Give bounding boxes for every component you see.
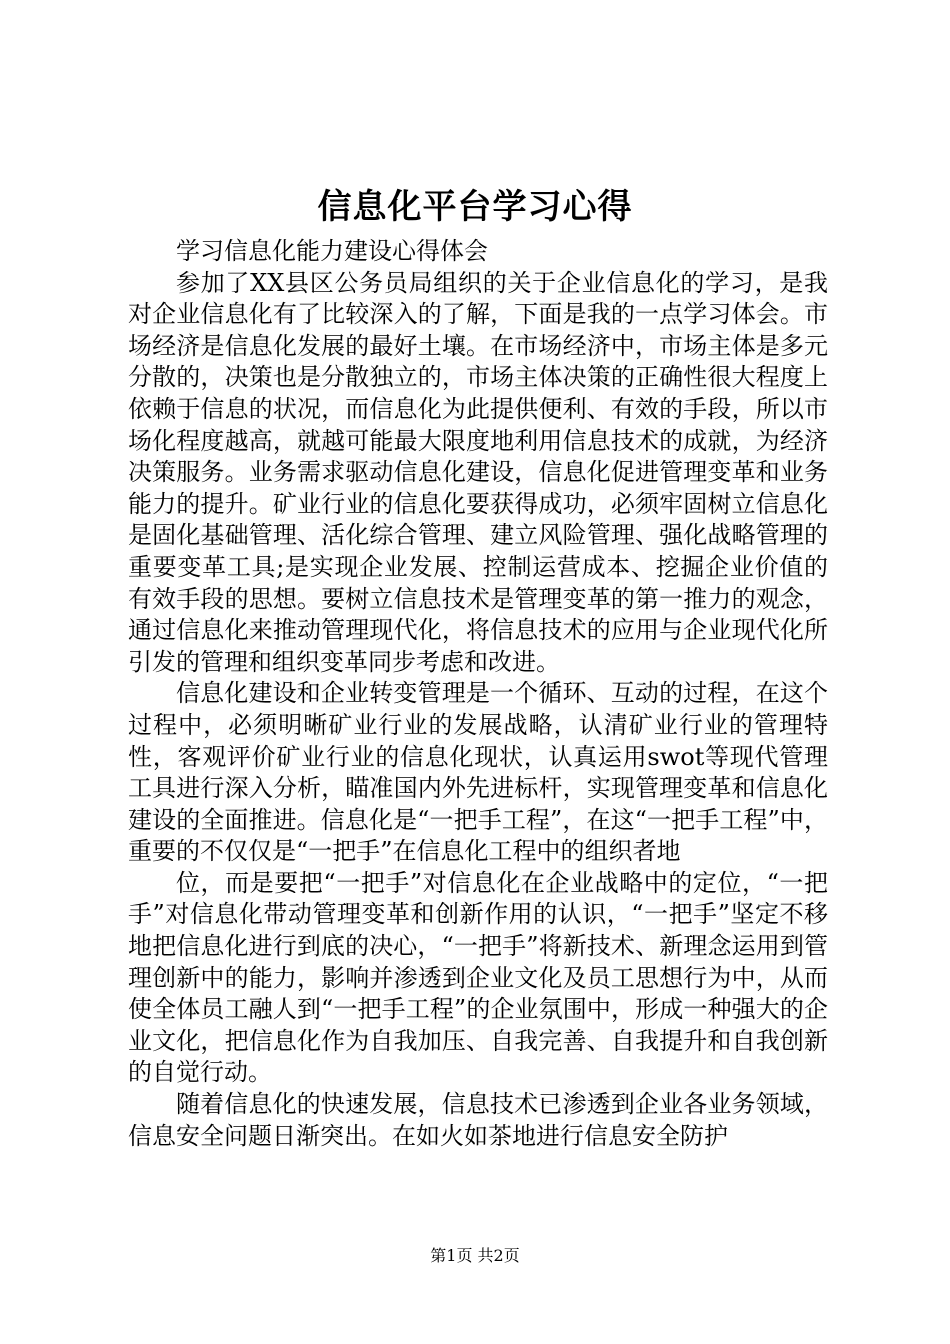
- body-paragraph: 位，而是要把“一把手”对信息化在企业战略中的定位，“一把手”对信息化带动管理变革和创新作用的认识，“一把手”坚定不移地把信息化进行到底的决心，“一把手”将新技术、新理念运用到管理创新中的能力，影响并渗透到企业文化及员工思想行为中，从而使全体员工融人到“一把手工程”的企业氛围中，形成一种强大的企业文化，把信息化作为自我加压、自我完善、自我提升和自我创新的自觉行动。: [128, 868, 828, 1087]
- body-paragraph: 参加了XX县区公务员局组织的关于企业信息化的学习，是我对企业信息化有了比较深入的了解，下面是我的一点学习体会。市场经济是信息化发展的最好土壤。在市场经济中，市场主体是多元分散的，决策也是分散独立的，市场主体决策的正确性很大程度上依赖于信息的状况，而信息化为此提供便利、有效的手段，所以市场化程度越高，就越可能最大限度地利用信息技术的成就，为经济决策服务。业务需求驱动信息化建设，信息化促进管理变革和业务能力的提升。矿业行业的信息化要获得成功，必须牢固树立信息化是固化基础管理、活化综合管理、建立风险管理、强化战略管理的重要变革工具;是实现企业发展、控制运营成本、挖掘企业价值的有效手段的思想。要树立信息技术是管理变革的第一推力的观念，通过信息化来推动管理现代化，将信息技术的应用与企业现代化所引发的管理和组织变革同步考虑和改进。: [128, 268, 828, 676]
- document-body: [128, 236, 828, 1152]
- body-paragraph: 随着信息化的快速发展，信息技术已渗透到企业各业务领域，信息安全问题日渐突出。在如火如茶地进行信息安全防护: [128, 1090, 828, 1150]
- document-title: 信息化平台学习心得: [317, 187, 633, 227]
- body-paragraph: 学习信息化能力建设心得体会: [176, 237, 488, 265]
- body-paragraph: 信息化建设和企业转变管理是一个循环、互动的过程，在这个过程中，必须明晰矿业行业的发展战略，认清矿业行业的管理特性，客观评价矿业行业的信息化现状，认真运用swot等现代管理工具进行深入分析，瞄准国内外先进标杆，实现管理变革和信息化建设的全面推进。信息化是“一把手工程”，在这“一把手工程”中，重要的不仅仅是“一把手”在信息化工程中的组织者地: [128, 679, 828, 866]
- page-footer: 第1页 共2页: [430, 1246, 520, 1265]
